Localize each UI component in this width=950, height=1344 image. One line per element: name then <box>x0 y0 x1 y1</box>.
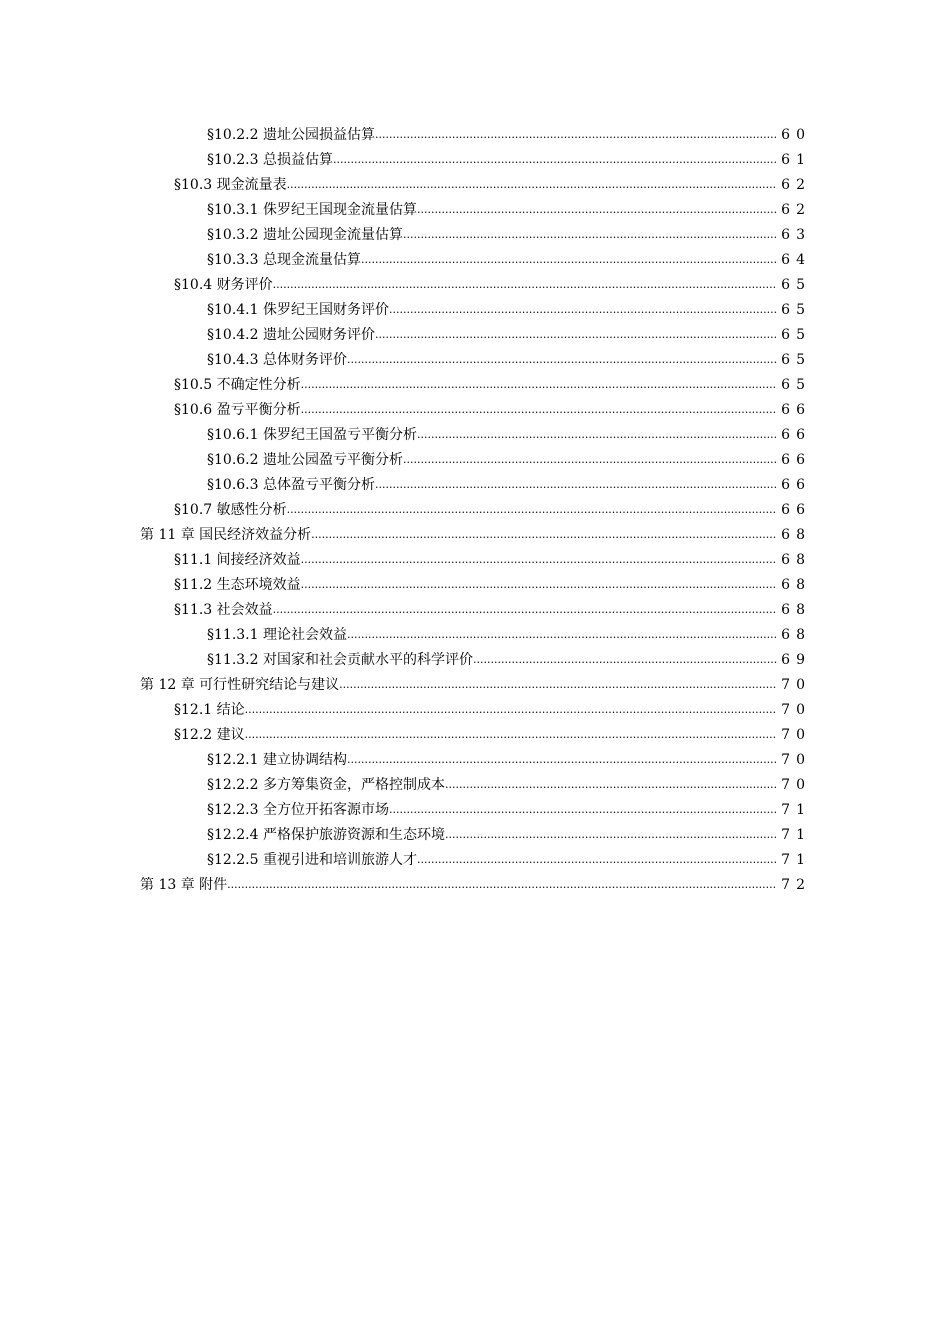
toc-leader-dots <box>227 872 777 897</box>
toc-leader-dots <box>287 172 778 197</box>
toc-entry-page-number: 64 <box>781 252 811 268</box>
toc-leader-dots <box>301 397 778 422</box>
toc-entry-title: §10.4.3 总体财务评价 <box>207 352 347 368</box>
toc-entry-title: §10.7 敏感性分析 <box>174 502 287 518</box>
toc-entry[interactable] <box>140 773 811 798</box>
toc-entry[interactable] <box>140 648 811 673</box>
toc-entry-title: §11.3 社会效益 <box>174 602 273 618</box>
toc-entry[interactable] <box>140 398 811 423</box>
toc-leader-dots <box>417 847 777 872</box>
toc-entry-page-number: 66 <box>781 477 811 493</box>
toc-entry-title: §12.2.5 重视引进和培训旅游人才 <box>207 852 417 868</box>
toc-leader-dots <box>347 347 777 372</box>
toc-entry[interactable] <box>140 548 811 573</box>
toc-entry-page-number: 68 <box>781 552 811 568</box>
toc-entry-title: §10.5 不确定性分析 <box>174 377 301 393</box>
toc-entry[interactable] <box>140 298 811 323</box>
toc-entry[interactable] <box>140 373 811 398</box>
toc-entry[interactable] <box>140 723 811 748</box>
toc-leader-dots <box>403 222 777 247</box>
toc-entry-title: §10.6.3 总体盈亏平衡分析 <box>207 477 375 493</box>
toc-entry-title: §12.2.2 多方筹集资金，严格控制成本 <box>207 777 445 793</box>
toc-entry-title: 第 13 章 附件 <box>140 877 228 893</box>
toc-leader-dots <box>375 322 777 347</box>
toc-entry-page-number: 72 <box>781 877 811 893</box>
toc-leader-dots <box>245 697 778 722</box>
toc-entry[interactable] <box>140 273 811 298</box>
toc-entry-page-number: 68 <box>781 627 811 643</box>
toc-leader-dots <box>301 372 778 397</box>
toc-entry[interactable] <box>140 198 811 223</box>
toc-entry-page-number: 61 <box>781 152 811 168</box>
toc-entry[interactable] <box>140 523 811 548</box>
toc-entry-page-number: 68 <box>781 602 811 618</box>
toc-entry[interactable] <box>140 698 811 723</box>
toc-leader-dots <box>417 422 777 447</box>
toc-entry-title: §11.1 间接经济效益 <box>174 552 301 568</box>
toc-entry[interactable] <box>140 798 811 823</box>
toc-entry-page-number: 65 <box>781 302 811 318</box>
toc-entry-page-number: 63 <box>781 227 811 243</box>
toc-entry-title: §12.2 建议 <box>174 727 245 743</box>
toc-entry-title: 第 11 章 国民经济效益分析 <box>140 527 312 543</box>
toc-entry[interactable] <box>140 123 811 148</box>
toc-entry[interactable] <box>140 448 811 473</box>
toc-entry[interactable] <box>140 248 811 273</box>
toc-entry-title: §10.3 现金流量表 <box>174 177 287 193</box>
toc-entry-page-number: 71 <box>781 852 811 868</box>
toc-entry-page-number: 71 <box>781 802 811 818</box>
toc-leader-dots <box>389 797 777 822</box>
toc-entry-title: §12.2.4 严格保护旅游资源和生态环境 <box>207 827 445 843</box>
toc-entry-title: §10.3.3 总现金流量估算 <box>207 252 361 268</box>
toc-entry-title: §10.2.2 遗址公园损益估算 <box>207 127 375 143</box>
toc-entry[interactable] <box>140 148 811 173</box>
toc-leader-dots <box>287 497 778 522</box>
toc-entry[interactable] <box>140 598 811 623</box>
toc-entry-title: §11.3.1 理论社会效益 <box>207 627 347 643</box>
toc-entry-page-number: 70 <box>781 752 811 768</box>
toc-entry-page-number: 70 <box>781 702 811 718</box>
toc-entry-page-number: 66 <box>781 502 811 518</box>
toc-leader-dots <box>333 147 777 172</box>
toc-entry-title: 第 12 章 可行性研究结论与建议 <box>140 677 340 693</box>
toc-entry-page-number: 62 <box>781 177 811 193</box>
toc-leader-dots <box>389 297 777 322</box>
toc-entry-title: §11.2 生态环境效益 <box>174 577 301 593</box>
toc-entry-page-number: 68 <box>781 577 811 593</box>
toc-leader-dots <box>445 772 777 797</box>
toc-entry[interactable] <box>140 748 811 773</box>
toc-entry-page-number: 62 <box>781 202 811 218</box>
toc-leader-dots <box>273 272 778 297</box>
toc-entry[interactable] <box>140 873 811 898</box>
toc-entry[interactable] <box>140 498 811 523</box>
toc-entry[interactable] <box>140 473 811 498</box>
toc-leader-dots <box>347 622 777 647</box>
toc-entry-page-number: 69 <box>781 652 811 668</box>
toc-entry[interactable] <box>140 623 811 648</box>
toc-leader-dots <box>445 822 777 847</box>
toc-entry-title: §10.3.1 侏罗纪王国现金流量估算 <box>207 202 417 218</box>
toc-leader-dots <box>375 472 777 497</box>
toc-leader-dots <box>403 447 777 472</box>
toc-entry-page-number: 60 <box>781 127 811 143</box>
toc-leader-dots <box>273 597 778 622</box>
toc-entry[interactable] <box>140 323 811 348</box>
table-of-contents <box>140 123 811 898</box>
toc-leader-dots <box>301 547 778 572</box>
toc-entry[interactable] <box>140 173 811 198</box>
toc-leader-dots <box>473 647 777 672</box>
toc-entry-title: §10.4.1 侏罗纪王国财务评价 <box>207 302 389 318</box>
toc-entry-page-number: 66 <box>781 402 811 418</box>
toc-entry-page-number: 71 <box>781 827 811 843</box>
toc-entry[interactable] <box>140 223 811 248</box>
toc-entry-title: §10.3.2 遗址公园现金流量估算 <box>207 227 403 243</box>
toc-entry-page-number: 65 <box>781 352 811 368</box>
toc-entry-page-number: 65 <box>781 327 811 343</box>
toc-leader-dots <box>339 672 777 697</box>
toc-leader-dots <box>361 247 777 272</box>
toc-entry-page-number: 70 <box>781 677 811 693</box>
toc-entry-page-number: 70 <box>781 727 811 743</box>
toc-entry-title: §12.1 结论 <box>174 702 245 718</box>
toc-leader-dots <box>375 122 777 147</box>
toc-entry-page-number: 65 <box>781 277 811 293</box>
toc-entry-page-number: 68 <box>781 527 811 543</box>
toc-entry-title: §10.2.3 总损益估算 <box>207 152 333 168</box>
toc-leader-dots <box>347 747 777 772</box>
toc-entry[interactable] <box>140 848 811 873</box>
toc-entry[interactable] <box>140 423 811 448</box>
toc-entry-title: §11.3.2 对国家和社会贡献水平的科学评价 <box>207 652 473 668</box>
toc-leader-dots <box>311 522 777 547</box>
toc-entry-title: §10.6.1 侏罗纪王国盈亏平衡分析 <box>207 427 417 443</box>
toc-entry[interactable] <box>140 348 811 373</box>
toc-entry[interactable] <box>140 673 811 698</box>
toc-entry-title: §10.4 财务评价 <box>174 277 273 293</box>
toc-entry-title: §10.6.2 遗址公园盈亏平衡分析 <box>207 452 403 468</box>
toc-entry-page-number: 66 <box>781 452 811 468</box>
toc-entry-title: §12.2.1 建立协调结构 <box>207 752 347 768</box>
toc-leader-dots <box>301 572 778 597</box>
toc-entry-title: §10.4.2 遗址公园财务评价 <box>207 327 375 343</box>
toc-entry-page-number: 70 <box>781 777 811 793</box>
toc-entry[interactable] <box>140 823 811 848</box>
toc-entry-page-number: 66 <box>781 427 811 443</box>
toc-entry-page-number: 65 <box>781 377 811 393</box>
toc-entry-title: §10.6 盈亏平衡分析 <box>174 402 301 418</box>
toc-leader-dots <box>417 197 777 222</box>
toc-entry-title: §12.2.3 全方位开拓客源市场 <box>207 802 389 818</box>
toc-entry[interactable] <box>140 573 811 598</box>
toc-leader-dots <box>245 722 778 747</box>
